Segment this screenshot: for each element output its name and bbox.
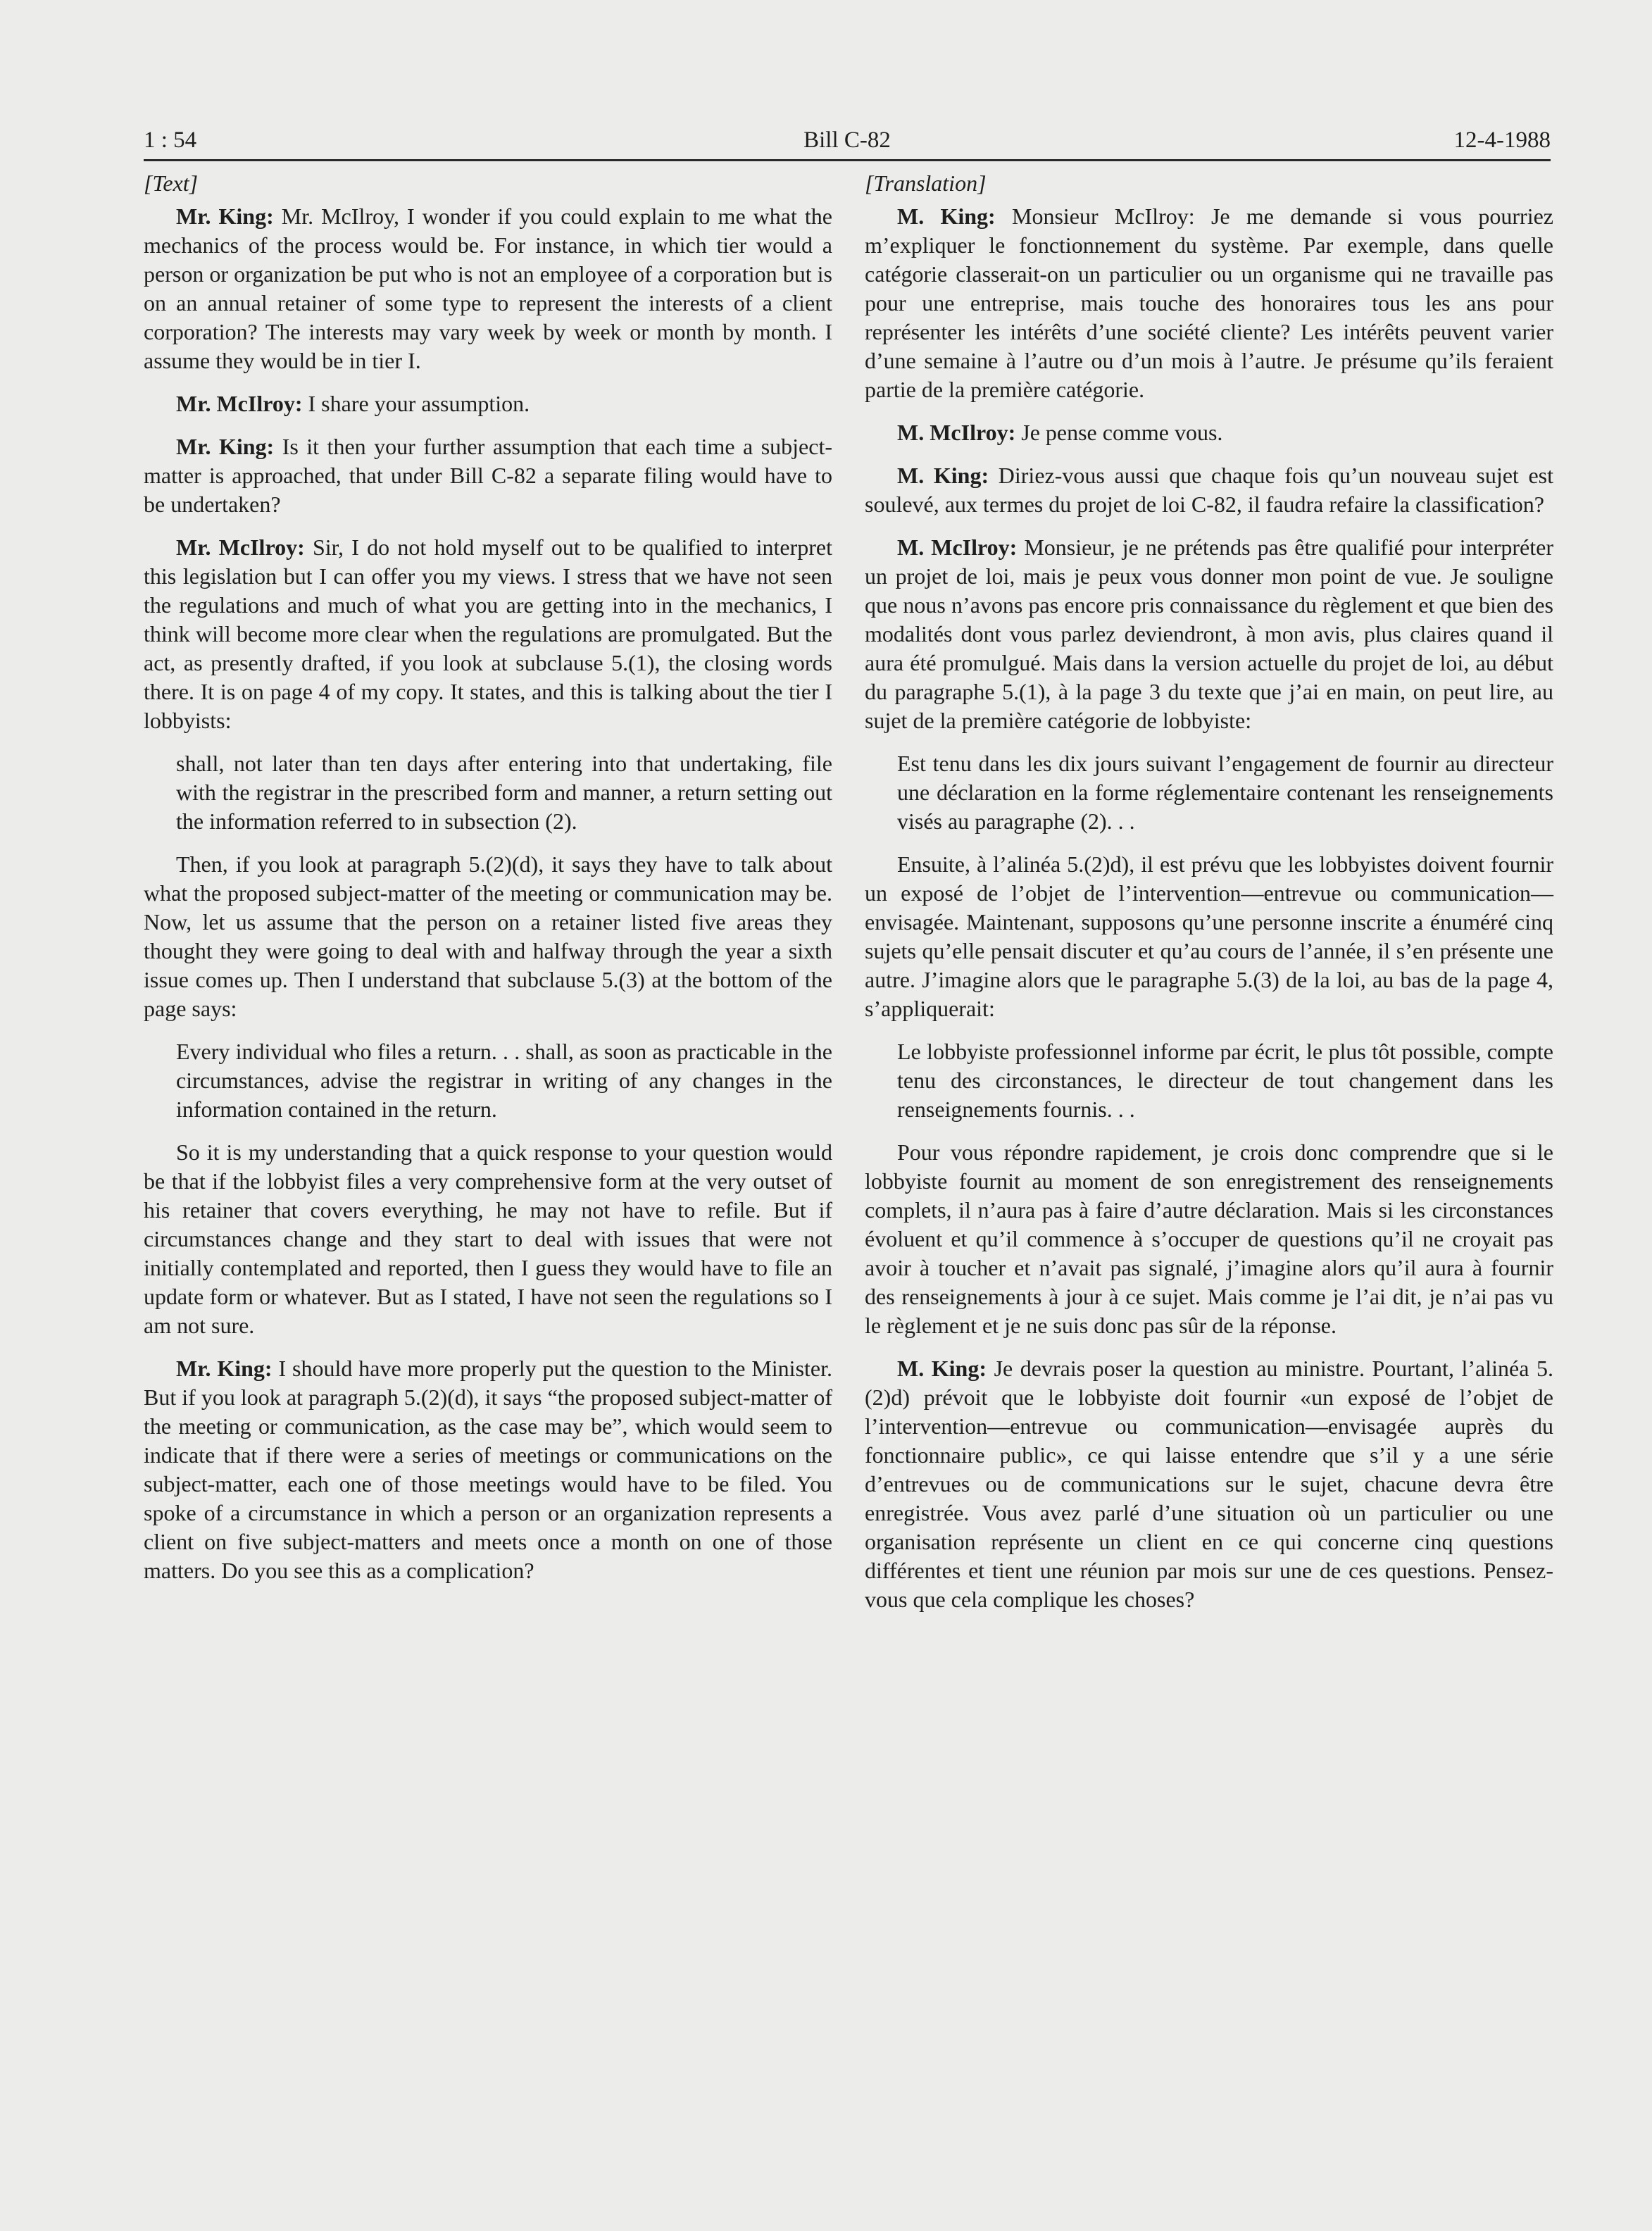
paragraph-text: Pour vous répondre rapidement, je crois donc comprendre que si le lobbyiste fournit au moment de son enregistrement des renseignements complets, il n’aura pas à faire d’autre déclaration. Mais si les circonstances évoluent et qu’il commence à s’occuper de questions qu’il ne croyait pas avoir à toucher et n’avait pas signalé, j’imagine alors qu’il aura à fournir des renseignements à jour à ce sujet. Mais comme je l’ai dit, je n’ai pas vu le règlement et je ne suis donc pas sûr de la réponse. [865,1139,1553,1338]
speaker-name: Mr. King: [176,1356,273,1381]
transcript-paragraph [865,202,1553,404]
paragraph-text: Diriez-vous aussi que chaque fois qu’un nouveau sujet est soulevé, aux termes du projet de loi C-82, il faudra refaire la classification? [865,463,1554,517]
paragraph-text: I share your assumption. [302,391,530,416]
speaker-name: M. King: [897,204,996,229]
paragraph-text: Le lobbyiste professionnel informe par écrit, le plus tôt possible, compte tenu des circonstances, le directeur de tout changement dans les renseignements fournis. . . [897,1039,1553,1122]
paragraph-text: shall, not later than ten days after entering into that undertaking, file with the registrar in the prescribed form and manner, a return setting out the information referred to in subsection (2). [176,751,832,834]
quoted-passage [897,749,1553,836]
french-column [865,169,1553,1628]
transcript-paragraph [144,202,832,375]
speaker-name: M. McIlroy: [897,535,1018,560]
bill-title: Bill C-82 [803,127,891,153]
paragraph-text: Is it then your further assumption that each time a subject-matter is approached, that under Bill C-82 a separate filing would have to be undertaken? [144,434,833,517]
paragraph-text: Monsieur, je ne prétends pas être qualifié pour interpréter un projet de loi, mais je peux vous donner mon point de vue. Je souligne que nous n’avons pas encore pris connaissance du règlement et que bien des modalités dont vous parlez deviendront, à mon avis, plus claires quand il aura été promulgué. Mais dans la version actuelle du projet de loi, au début du paragraphe 5.(1), à la page 3 du texte que j’ai en main, on peut lire, au sujet de la première catégorie de lobbyiste: [865,535,1554,733]
quoted-passage [897,1037,1553,1124]
column-tag: [Translation] [865,170,987,196]
page-number: 1 : 54 [144,127,197,153]
paragraph-text: So it is my understanding that a quick response to your question would be that if the lobbyist files a very comprehensive form at the very outset of his retainer that covers everything, he may not have to refile. But if circumstances change and they start to deal with issues that were not initially contemplated and reported, then I guess they would have to file an update form or whatever. But as I stated, I have not seen the regulations so I am not sure. [144,1139,832,1338]
speaker-name: M. McIlroy: [897,420,1016,445]
speaker-name: Mr. King: [176,434,275,459]
quoted-passage [176,749,832,836]
speaker-name: M. King: [897,1356,987,1381]
transcript-paragraph [865,533,1553,735]
speaker-name: Mr. King: [176,204,274,229]
speaker-name: Mr. McIlroy: [176,535,305,560]
transcript-paragraph [144,1138,832,1340]
transcript-paragraph [865,1354,1553,1614]
paragraph-text: Ensuite, à l’alinéa 5.(2)d), il est prévu que les lobbyistes doivent fournir un exposé de l’objet de l’intervention—entrevue ou communication—envisagée. Maintenant, supposons qu’une personne inscrite a énuméré cinq sujets qu’elle pensait discuter et qu’au cours de l’année, il s’en présente une autre. J’imagine alors que le paragraphe 5.(3) de la loi, au bas de la page 4, s’appliquerait: [865,851,1553,1021]
speaker-name: Mr. McIlroy: [176,391,303,416]
english-column [144,169,832,1599]
paragraph-text: I should have more properly put the question to the Minister. But if you look at paragraph 5.(2)(d), it says “the proposed subject-matter of the meeting or communication, as the case may be”, which would seem to indicate that if there were a series of meetings or communications on the subject-matter, each one of those meetings would have to be filed. You spoke of a circumstance in which a person or an organization represents a client on five subject-matters and meets once a month on one of those matters. Do you see this as a complication? [144,1356,833,1583]
paragraph-text: Monsieur McIlroy: Je me demande si vous pourriez m’expliquer le fonctionnement du système. Par exemple, dans quelle catégorie classerait-on un particulier ou un organisme qui ne travaille pas pour une entreprise, mais touche des honoraires tous les ans pour représenter les intérêts d’une société cliente? Les intérêts peuvent varier d’une semaine à l’autre ou d’un mois à l’autre. Je présume qu’ils feraient partie de la première catégorie. [865,204,1554,402]
transcript-paragraph [865,1138,1553,1340]
transcript-paragraph [865,850,1553,1023]
transcript-paragraph [144,850,832,1023]
paragraph-text: Mr. McIlroy, I wonder if you could explain to me what the mechanics of the process would be. For instance, in which tier would a person or organization be put who is not an employee of a corporation but is on an annual retainer of some type to represent the interests of a client corporation? The interests may vary week by week or month by month. I assume they would be in tier I. [144,204,833,373]
transcript-paragraph [144,389,832,418]
transcript-paragraph [865,418,1553,447]
column-tag: [Text] [144,170,199,196]
page-header [144,120,1551,161]
paragraph-text: Every individual who files a return. . . shall, as soon as practicable in the circumstances, advise the registrar in writing of any changes in the information contained in the return. [176,1039,832,1122]
speaker-name: M. King: [897,463,989,488]
paragraph-text: Sir, I do not hold myself out to be qualified to interpret this legislation but I can offer you my views. I stress that we have not seen the regulations and much of what you are getting into in the mechanics, I think will become more clear when the regulations are promulgated. But the act, as presently drafted, if you look at subclause 5.(1), the closing words there. It is on page 4 of my copy. It states, and this is talking about the tier I lobbyists: [144,535,833,733]
paragraph-text: Est tenu dans les dix jours suivant l’engagement de fournir au directeur une déclaration en la forme réglementaire contenant les renseignements visés au paragraphe (2). . . [897,751,1553,834]
quoted-passage [176,1037,832,1124]
transcript-paragraph [144,432,832,519]
sitting-date: 12-4-1988 [1453,127,1551,153]
transcript-paragraph [144,1354,832,1585]
paragraph-text: Then, if you look at paragraph 5.(2)(d), it says they have to talk about what the proposed subject-matter of the meeting or communication may be. Now, let us assume that the person on a retainer listed five areas they thought they were going to deal with and halfway through the year a sixth issue comes up. Then I understand that subclause 5.(3) at the bottom of the page says: [144,851,832,1021]
paragraph-text: Je pense comme vous. [1015,420,1223,445]
transcript-paragraph [144,533,832,735]
transcript-paragraph [865,461,1553,519]
paragraph-text: Je devrais poser la question au ministre. Pourtant, l’alinéa 5.(2)d) prévoit que le lobbyiste doit fournir «un exposé de l’objet de l’intervention—entrevue ou communication—envisagée auprès du fonctionnaire public», ce qui laisse entendre que s’il y a une série d’entrevues ou de communications sur le sujet, chacune devra être enregistrée. Vous avez parlé d’une situation où un particulier ou une organisation représente un client en ce qui concerne cinq questions différentes et tient une réunion par mois sur une de ces questions. Pensez-vous que cela complique les choses? [865,1356,1554,1612]
